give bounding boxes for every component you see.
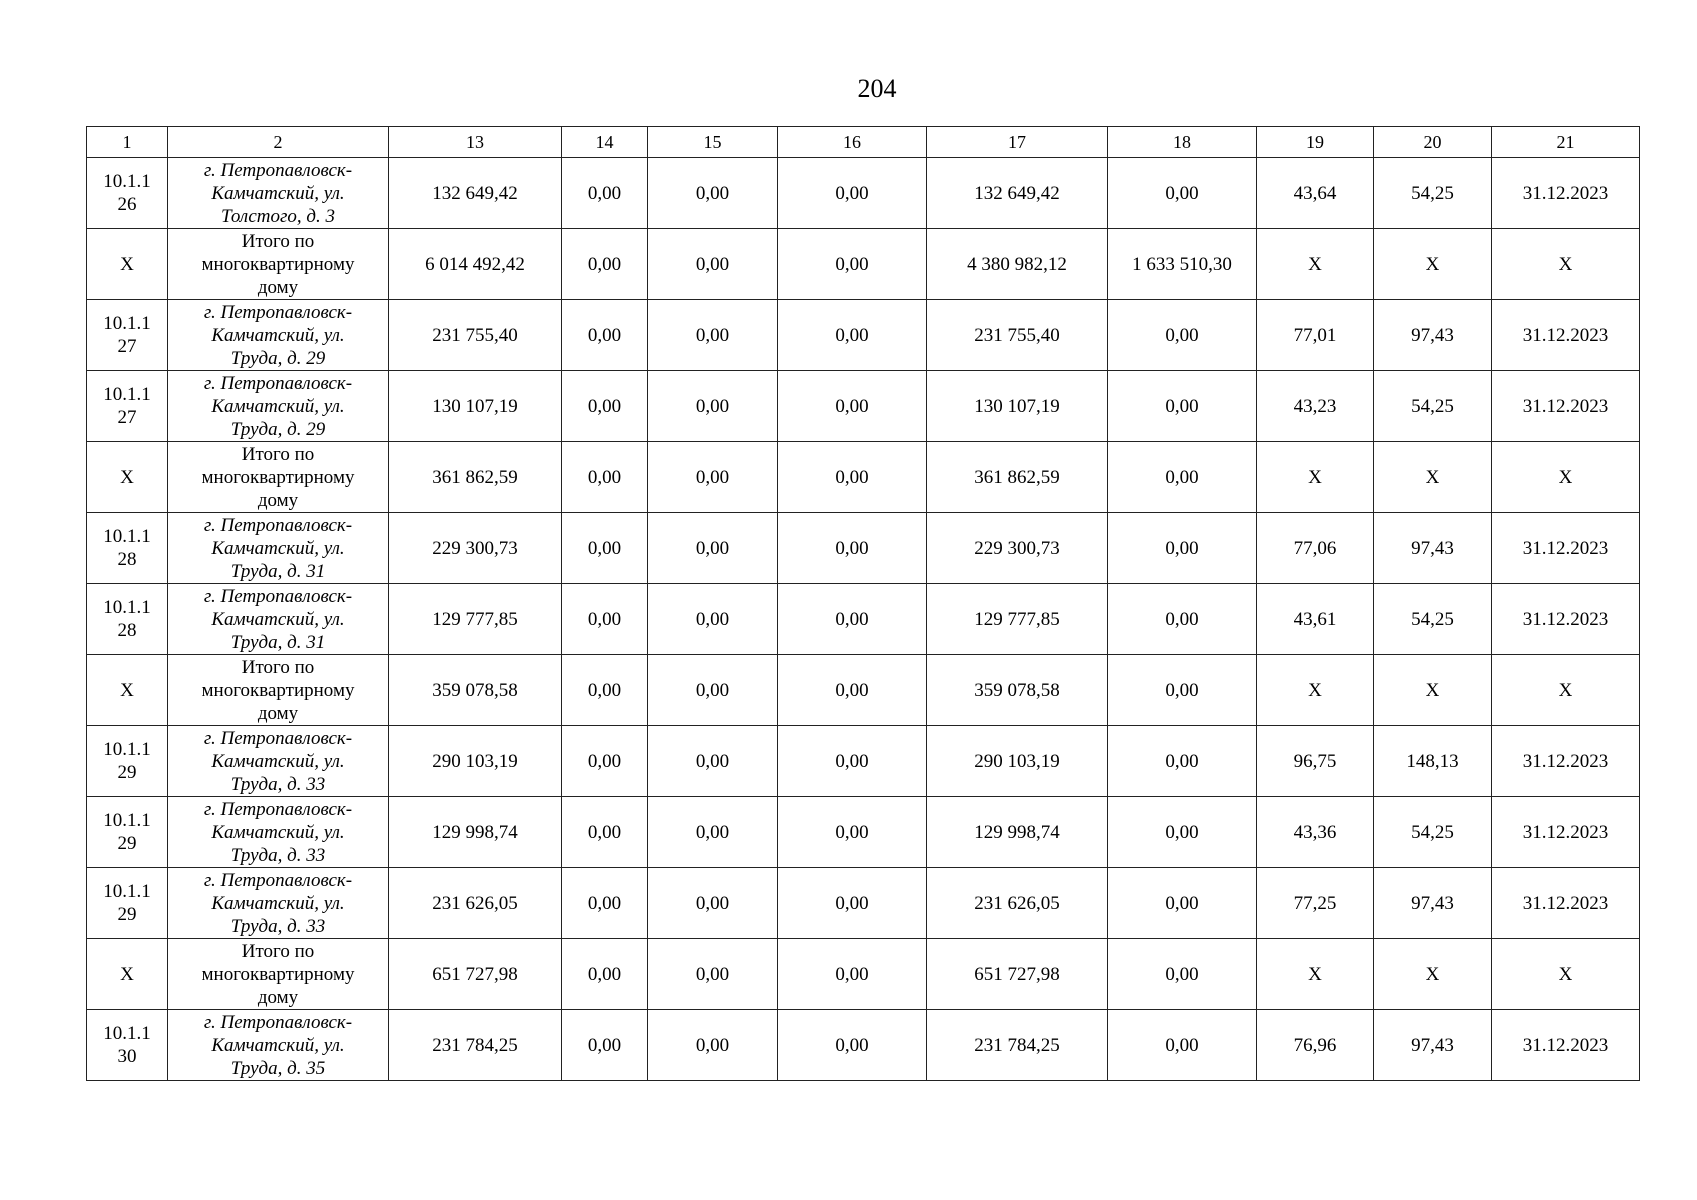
col-21-cell: 31.12.2023	[1492, 513, 1640, 584]
col-16-cell: 0,00	[778, 1010, 927, 1081]
col-14-cell: 0,00	[562, 726, 648, 797]
col-15-cell: 0,00	[648, 1010, 778, 1081]
col-14-cell: 0,00	[562, 939, 648, 1010]
address-line: Камчатский, ул.	[211, 892, 345, 914]
col-16-cell: 0,00	[778, 229, 927, 300]
address-line: Камчатский, ул.	[211, 324, 345, 346]
address-line: дому	[257, 986, 299, 1008]
address-line: г. Петропавловск-	[203, 798, 353, 820]
col-14-cell: 0,00	[562, 797, 648, 868]
address-cell	[168, 513, 389, 584]
row-number-cell	[87, 442, 168, 513]
address-line: г. Петропавловск-	[203, 372, 353, 394]
column-header: 14	[562, 127, 648, 158]
col-20-cell: 54,25	[1374, 371, 1492, 442]
address-line: Труда, д. 35	[230, 1057, 326, 1079]
col-19-cell: X	[1257, 939, 1374, 1010]
address-line: Итого по	[241, 230, 315, 252]
address-line: Труда, д. 29	[230, 418, 326, 440]
col-13-cell: 290 103,19	[389, 726, 562, 797]
col-15-cell: 0,00	[648, 442, 778, 513]
col-20-cell: 97,43	[1374, 513, 1492, 584]
col-19-cell: 77,06	[1257, 513, 1374, 584]
address-line: Труда, д. 33	[230, 915, 326, 937]
col-13-cell: 129 777,85	[389, 584, 562, 655]
col-19-cell: 43,64	[1257, 158, 1374, 229]
col-20-cell: X	[1374, 442, 1492, 513]
address-line: Камчатский, ул.	[211, 395, 345, 417]
col-18-cell: 0,00	[1108, 442, 1257, 513]
row-number-cell	[87, 797, 168, 868]
col-20-cell: 97,43	[1374, 868, 1492, 939]
address-line: г. Петропавловск-	[203, 1011, 353, 1033]
col-17-cell: 651 727,98	[927, 939, 1108, 1010]
address-line: Труда, д. 33	[230, 773, 326, 795]
address-cell	[168, 868, 389, 939]
col-21-cell: 31.12.2023	[1492, 868, 1640, 939]
row-number-line: 10.1.1	[103, 171, 151, 192]
row-number-line: 10.1.1	[103, 1023, 151, 1044]
address-line: Труда, д. 29	[230, 347, 326, 369]
col-17-cell: 231 626,05	[927, 868, 1108, 939]
row-number-line: 28	[117, 620, 137, 641]
table-row	[87, 939, 1640, 1010]
col-15-cell: 0,00	[648, 797, 778, 868]
col-16-cell: 0,00	[778, 300, 927, 371]
row-number-cell	[87, 939, 168, 1010]
col-15-cell: 0,00	[648, 371, 778, 442]
col-14-cell: 0,00	[562, 158, 648, 229]
table-row	[87, 1010, 1640, 1081]
col-18-cell: 0,00	[1108, 939, 1257, 1010]
col-21-cell: X	[1492, 939, 1640, 1010]
column-header: 13	[389, 127, 562, 158]
col-14-cell: 0,00	[562, 300, 648, 371]
column-header: 21	[1492, 127, 1640, 158]
row-number-cell	[87, 300, 168, 371]
col-19-cell: 43,36	[1257, 797, 1374, 868]
col-21-cell: X	[1492, 442, 1640, 513]
col-17-cell: 129 777,85	[927, 584, 1108, 655]
address-cell	[168, 229, 389, 300]
row-number-line: 10.1.1	[103, 597, 151, 618]
col-14-cell: 0,00	[562, 1010, 648, 1081]
address-line: Камчатский, ул.	[211, 182, 345, 204]
col-16-cell: 0,00	[778, 158, 927, 229]
col-17-cell: 129 998,74	[927, 797, 1108, 868]
address-line: г. Петропавловск-	[203, 514, 353, 536]
col-19-cell: X	[1257, 229, 1374, 300]
column-header: 18	[1108, 127, 1257, 158]
col-17-cell: 359 078,58	[927, 655, 1108, 726]
col-19-cell: 43,23	[1257, 371, 1374, 442]
col-21-cell: 31.12.2023	[1492, 584, 1640, 655]
col-13-cell: 129 998,74	[389, 797, 562, 868]
col-16-cell: 0,00	[778, 371, 927, 442]
address-line: г. Петропавловск-	[203, 727, 353, 749]
col-21-cell: 31.12.2023	[1492, 1010, 1640, 1081]
row-number-line: 10.1.1	[103, 313, 151, 334]
col-21-cell: 31.12.2023	[1492, 158, 1640, 229]
row-number-line: X	[120, 466, 134, 488]
col-21-cell: 31.12.2023	[1492, 797, 1640, 868]
col-14-cell: 0,00	[562, 655, 648, 726]
col-13-cell: 651 727,98	[389, 939, 562, 1010]
row-number-cell	[87, 513, 168, 584]
address-line: Труда, д. 31	[230, 631, 326, 653]
col-13-cell: 229 300,73	[389, 513, 562, 584]
col-14-cell: 0,00	[562, 371, 648, 442]
col-13-cell: 231 784,25	[389, 1010, 562, 1081]
col-13-cell: 231 755,40	[389, 300, 562, 371]
address-cell	[168, 371, 389, 442]
table-row	[87, 797, 1640, 868]
column-header: 2	[168, 127, 389, 158]
address-line: г. Петропавловск-	[203, 585, 353, 607]
address-line: Камчатский, ул.	[211, 750, 345, 772]
row-number-line: 28	[117, 549, 137, 570]
col-18-cell: 0,00	[1108, 655, 1257, 726]
table-row	[87, 584, 1640, 655]
address-cell	[168, 300, 389, 371]
row-number-line: X	[120, 253, 134, 275]
row-number-line: 27	[117, 336, 137, 357]
col-20-cell: 54,25	[1374, 158, 1492, 229]
col-20-cell: X	[1374, 229, 1492, 300]
page-number: 204	[857, 74, 897, 103]
col-21-cell: X	[1492, 229, 1640, 300]
row-number-line: 10.1.1	[103, 881, 151, 902]
address-cell	[168, 1010, 389, 1081]
row-number-cell	[87, 726, 168, 797]
col-18-cell: 0,00	[1108, 726, 1257, 797]
address-cell	[168, 726, 389, 797]
address-line: многоквартирному	[201, 679, 355, 701]
col-17-cell: 132 649,42	[927, 158, 1108, 229]
col-15-cell: 0,00	[648, 229, 778, 300]
row-number-line: 10.1.1	[103, 384, 151, 405]
col-19-cell: 76,96	[1257, 1010, 1374, 1081]
col-21-cell: 31.12.2023	[1492, 726, 1640, 797]
col-13-cell: 361 862,59	[389, 442, 562, 513]
col-16-cell: 0,00	[778, 513, 927, 584]
col-18-cell: 0,00	[1108, 513, 1257, 584]
table-row	[87, 442, 1640, 513]
col-15-cell: 0,00	[648, 584, 778, 655]
col-19-cell: X	[1257, 655, 1374, 726]
row-number-cell	[87, 655, 168, 726]
col-18-cell: 1 633 510,30	[1108, 229, 1257, 300]
col-14-cell: 0,00	[562, 868, 648, 939]
col-14-cell: 0,00	[562, 442, 648, 513]
col-16-cell: 0,00	[778, 797, 927, 868]
col-15-cell: 0,00	[648, 513, 778, 584]
col-13-cell: 359 078,58	[389, 655, 562, 726]
column-header: 15	[648, 127, 778, 158]
row-number-line: 29	[117, 833, 137, 854]
data-table	[86, 126, 1640, 1081]
col-18-cell: 0,00	[1108, 1010, 1257, 1081]
row-number-line: 10.1.1	[103, 810, 151, 831]
address-line: Труда, д. 33	[230, 844, 326, 866]
table-row	[87, 371, 1640, 442]
row-number-line: 30	[117, 1046, 137, 1067]
col-16-cell: 0,00	[778, 868, 927, 939]
col-16-cell: 0,00	[778, 442, 927, 513]
col-17-cell: 229 300,73	[927, 513, 1108, 584]
row-number-line: X	[120, 679, 134, 701]
col-18-cell: 0,00	[1108, 300, 1257, 371]
address-line: г. Петропавловск-	[203, 869, 353, 891]
col-14-cell: 0,00	[562, 584, 648, 655]
col-13-cell: 132 649,42	[389, 158, 562, 229]
col-15-cell: 0,00	[648, 868, 778, 939]
row-number-cell	[87, 158, 168, 229]
col-18-cell: 0,00	[1108, 371, 1257, 442]
address-line: Итого по	[241, 443, 315, 465]
col-19-cell: 96,75	[1257, 726, 1374, 797]
column-header: 19	[1257, 127, 1374, 158]
row-number-line: 26	[117, 194, 137, 215]
col-20-cell: 148,13	[1374, 726, 1492, 797]
address-line: многоквартирному	[201, 253, 355, 275]
col-20-cell: 54,25	[1374, 797, 1492, 868]
table-row	[87, 300, 1640, 371]
col-13-cell: 6 014 492,42	[389, 229, 562, 300]
col-17-cell: 231 755,40	[927, 300, 1108, 371]
row-number-cell	[87, 584, 168, 655]
col-18-cell: 0,00	[1108, 584, 1257, 655]
column-header: 1	[87, 127, 168, 158]
address-line: г. Петропавловск-	[203, 159, 353, 181]
address-line: дому	[257, 276, 299, 298]
table-row	[87, 726, 1640, 797]
address-line: Камчатский, ул.	[211, 1034, 345, 1056]
col-21-cell: 31.12.2023	[1492, 371, 1640, 442]
address-line: Толстого, д. 3	[220, 205, 336, 227]
col-20-cell: 97,43	[1374, 300, 1492, 371]
col-19-cell: 43,61	[1257, 584, 1374, 655]
col-17-cell: 231 784,25	[927, 1010, 1108, 1081]
col-14-cell: 0,00	[562, 229, 648, 300]
column-header: 20	[1374, 127, 1492, 158]
col-15-cell: 0,00	[648, 726, 778, 797]
col-15-cell: 0,00	[648, 655, 778, 726]
row-number-line: X	[120, 963, 134, 985]
row-number-line: 29	[117, 762, 137, 783]
address-line: Итого по	[241, 940, 315, 962]
address-line: Итого по	[241, 656, 315, 678]
col-19-cell: 77,25	[1257, 868, 1374, 939]
col-20-cell: 54,25	[1374, 584, 1492, 655]
col-17-cell: 290 103,19	[927, 726, 1108, 797]
col-17-cell: 361 862,59	[927, 442, 1108, 513]
column-header: 16	[778, 127, 927, 158]
address-line: Камчатский, ул.	[211, 821, 345, 843]
address-line: дому	[257, 702, 299, 724]
table-row	[87, 229, 1640, 300]
table-row	[87, 868, 1640, 939]
address-cell	[168, 939, 389, 1010]
col-19-cell: 77,01	[1257, 300, 1374, 371]
col-20-cell: X	[1374, 655, 1492, 726]
address-line: Камчатский, ул.	[211, 537, 345, 559]
col-19-cell: X	[1257, 442, 1374, 513]
col-13-cell: 130 107,19	[389, 371, 562, 442]
col-17-cell: 4 380 982,12	[927, 229, 1108, 300]
address-line: многоквартирному	[201, 963, 355, 985]
col-16-cell: 0,00	[778, 584, 927, 655]
row-number-cell	[87, 371, 168, 442]
row-number-cell	[87, 229, 168, 300]
address-line: дому	[257, 489, 299, 511]
table-row	[87, 158, 1640, 229]
col-16-cell: 0,00	[778, 655, 927, 726]
address-cell	[168, 158, 389, 229]
address-line: Труда, д. 31	[230, 560, 326, 582]
col-21-cell: 31.12.2023	[1492, 300, 1640, 371]
address-line: Камчатский, ул.	[211, 608, 345, 630]
col-13-cell: 231 626,05	[389, 868, 562, 939]
address-cell	[168, 655, 389, 726]
col-15-cell: 0,00	[648, 158, 778, 229]
address-line: г. Петропавловск-	[203, 301, 353, 323]
col-18-cell: 0,00	[1108, 868, 1257, 939]
col-21-cell: X	[1492, 655, 1640, 726]
table-row	[87, 513, 1640, 584]
col-15-cell: 0,00	[648, 300, 778, 371]
row-number-cell	[87, 868, 168, 939]
col-20-cell: 97,43	[1374, 1010, 1492, 1081]
address-cell	[168, 442, 389, 513]
col-16-cell: 0,00	[778, 939, 927, 1010]
col-18-cell: 0,00	[1108, 797, 1257, 868]
table-row	[87, 655, 1640, 726]
row-number-line: 27	[117, 407, 137, 428]
row-number-line: 10.1.1	[103, 739, 151, 760]
col-16-cell: 0,00	[778, 726, 927, 797]
row-number-line: 10.1.1	[103, 526, 151, 547]
row-number-cell	[87, 1010, 168, 1081]
col-15-cell: 0,00	[648, 939, 778, 1010]
address-line: многоквартирному	[201, 466, 355, 488]
col-17-cell: 130 107,19	[927, 371, 1108, 442]
address-cell	[168, 797, 389, 868]
address-cell	[168, 584, 389, 655]
column-header: 17	[927, 127, 1108, 158]
header-row	[87, 127, 1640, 158]
col-20-cell: X	[1374, 939, 1492, 1010]
col-14-cell: 0,00	[562, 513, 648, 584]
row-number-line: 29	[117, 904, 137, 925]
col-18-cell: 0,00	[1108, 158, 1257, 229]
